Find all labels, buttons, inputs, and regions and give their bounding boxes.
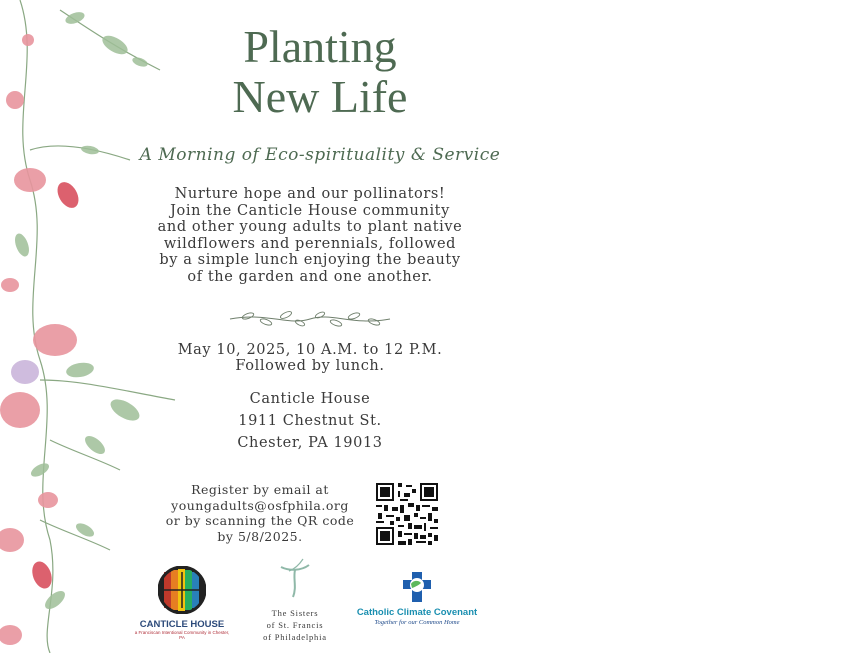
vine-divider-icon (228, 308, 392, 330)
canticle-house-tagline: a Franciscan Intentional Community in Chester, PA (134, 630, 230, 640)
register-email-link[interactable]: youngadults@osfphila.org (171, 497, 349, 513)
intro-line: Join the Canticle House community (170, 202, 450, 219)
event-date: May 10, 2025, 10 A.M. to 12 P.M. (177, 342, 443, 358)
title-line-1: Planting (243, 21, 397, 72)
intro-line: by a simple lunch enjoying the beauty (159, 252, 461, 269)
register-line: or by scanning the QR code (165, 513, 355, 529)
stained-glass-icon (158, 566, 206, 614)
location-street: 1911 Chestnut St. (238, 413, 382, 429)
event-followup: Followed by lunch. (235, 358, 385, 374)
event-subtitle: A Morning of Eco-spirituality & Service (139, 145, 501, 165)
climate-covenant-name: Catholic Climate Covenant (356, 607, 478, 618)
event-datetime (150, 342, 470, 374)
intro-line: and other young adults to plant native (157, 219, 463, 236)
catholic-climate-covenant-logo (346, 572, 488, 632)
event-title (190, 22, 450, 122)
canticle-house-name: CANTICLE HOUSE (139, 619, 225, 630)
location-name: Canticle House (249, 391, 371, 407)
tau-cross-icon (275, 557, 315, 601)
location-city: Chester, PA 19013 (237, 435, 383, 451)
sisters-line-3: of Philadelphia (263, 632, 327, 642)
floral-border-illustration (0, 0, 190, 653)
intro-line: of the garden and one another. (187, 268, 433, 285)
climate-covenant-tagline: Together for our Common Home (374, 619, 460, 626)
event-location (220, 388, 400, 454)
intro-paragraph (140, 186, 480, 286)
intro-line: Nurture hope and our pollinators! (174, 186, 446, 202)
qr-code[interactable] (374, 481, 440, 547)
title-line-2: New Life (232, 71, 408, 122)
canticle-house-logo (132, 566, 232, 638)
cross-earth-icon (399, 572, 435, 602)
register-line: Register by email at (191, 482, 329, 497)
sisters-line-1: The Sisters (271, 608, 319, 618)
registration-info (140, 482, 380, 544)
intro-line: wildflowers and perennials, followed (163, 235, 457, 252)
register-deadline: by 5/8/2025. (217, 528, 303, 544)
sisters-of-st-francis-logo (240, 557, 350, 642)
sisters-line-2: of St. Francis (266, 620, 324, 630)
